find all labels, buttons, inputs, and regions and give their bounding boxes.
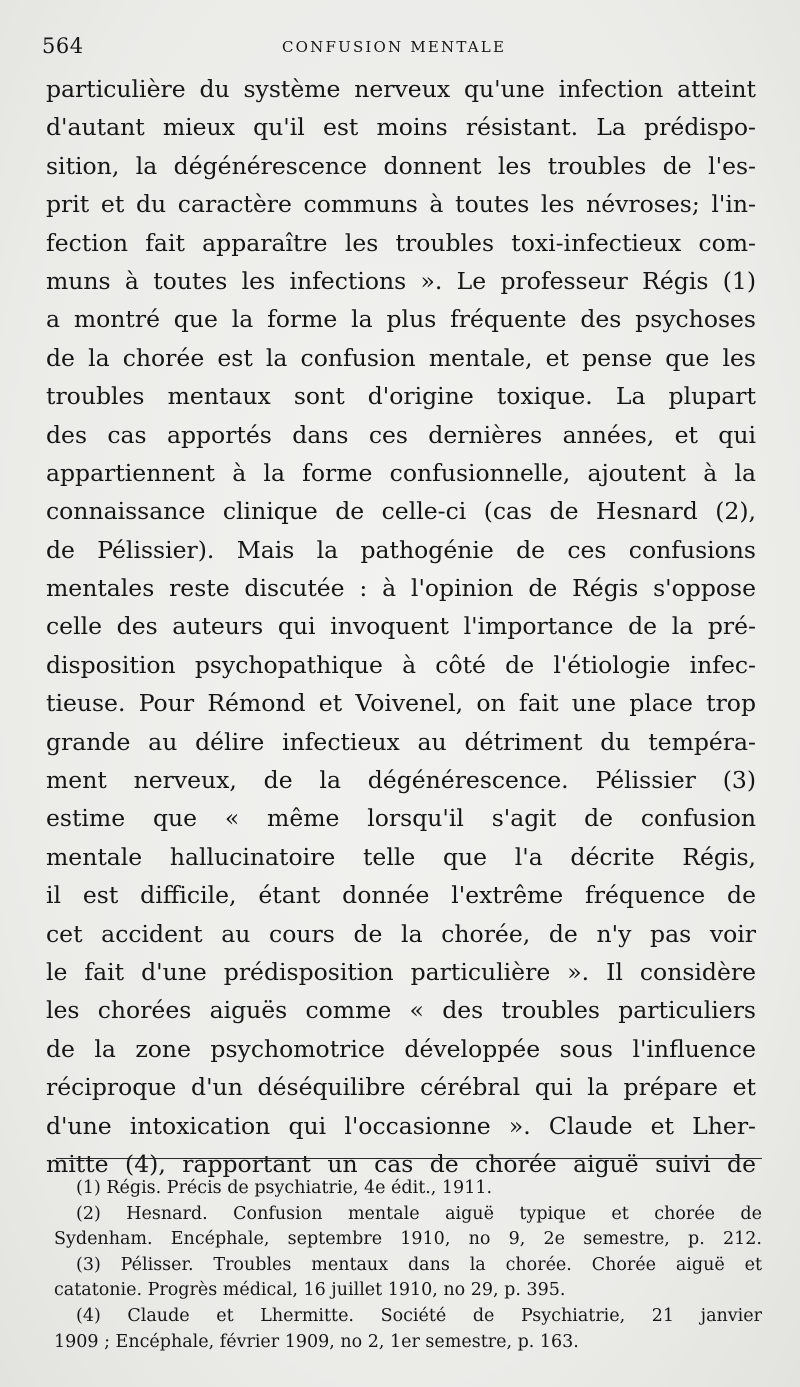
text-line: troubles mentaux sont d'origine toxique. La plupart [46, 382, 756, 411]
text-line: les chorées aiguës comme « des troubles particuliers [46, 996, 756, 1025]
text-line: de la zone psychomotrice développée sous l'influence [46, 1034, 756, 1063]
text-line: grande au délire infectieux au détriment du tempéra- [46, 727, 756, 756]
text-line: mentale hallucinatoire telle que l'a décrite Régis, [46, 842, 756, 871]
footnotes [54, 1176, 762, 1355]
footnote-line: (4) Claude et Lhermitte. Société de Psychiatrie, 21 janvier [76, 1305, 762, 1326]
text-line: mentales reste discutée : à l'opinion de Régis s'oppose [46, 574, 756, 603]
text-line: tieuse. Pour Rémond et Voivenel, on fait une place trop [46, 689, 756, 718]
text-line: il est difficile, étant donnée l'extrême fréquence de [46, 881, 756, 910]
text-line: le fait d'une prédisposition particulière ». Il considère [46, 957, 756, 986]
text-line: connaissance clinique de celle-ci (cas de Hesnard (2), [46, 497, 756, 526]
footnote-line: (1) Régis. Précis de psychiatrie, 4e édit., 1911. [76, 1178, 493, 1198]
text-line: d'une intoxication qui l'occasionne ». Claude et Lher- [46, 1111, 756, 1140]
text-line: muns à toutes les infections ». Le professeur Régis (1) [46, 266, 756, 295]
text-line: estime que « même lorsqu'il s'agit de confusion [46, 804, 756, 833]
text-line: particulière du système nerveux qu'une infection atteint [46, 75, 756, 103]
footnote-line: (2) Hesnard. Confusion mentale aiguë typique et chorée de [76, 1203, 762, 1224]
text-line: ment nerveux, de la dégénérescence. Pélissier (3) [46, 766, 756, 795]
text-line: celle des auteurs qui invoquent l'importance de la pré- [46, 612, 756, 641]
text-line: fection fait apparaître les troubles toxi-infectieux com- [46, 228, 756, 257]
text-line: disposition psychopathique à côté de l'étiologie infec- [46, 650, 756, 679]
text-line: d'autant mieux qu'il est moins résistant. La prédispo- [46, 113, 756, 142]
text-line: sition, la dégénérescence donnent les troubles de l'es- [46, 151, 756, 180]
text-line: mitte (4), rapportant un cas de chorée aiguë suivi de [46, 1149, 756, 1178]
text-line: des cas apportés dans ces dernières années, et qui [46, 420, 756, 449]
footnote-line: catatonie. Progrès médical, 16 juillet 1910, no 29, p. 395. [54, 1280, 566, 1301]
text-line: de la chorée est la confusion mentale, et pense que les [46, 343, 756, 372]
footnote-line: (3) Pélisser. Troubles mentaux dans la chorée. Chorée aiguë et [76, 1254, 762, 1275]
running-title: CONFUSION MENTALE [282, 38, 507, 56]
text-line: réciproque d'un déséquilibre cérébral qui la prépare et [46, 1073, 756, 1102]
text-line: prit et du caractère communs à toutes les névroses; l'in- [46, 190, 756, 219]
text-line: a montré que la forme la plus fréquente des psychoses [46, 305, 756, 334]
footnote-line: Sydenham. Encéphale, septembre 1910, no 9, 2e semestre, p. 212. [54, 1229, 762, 1250]
footnote-line: 1909 ; Encéphale, février 1909, no 2, 1er semestre, p. 163. [54, 1331, 579, 1352]
running-head [42, 34, 758, 64]
text-line: cet accident au cours de la chorée, de n'y pas voir [46, 919, 756, 948]
text-line: appartiennent à la forme confusionnelle, ajoutent à la [46, 458, 756, 487]
body-text [46, 70, 756, 1183]
text-line: de Pélissier). Mais la pathogénie de ces confusions [46, 535, 756, 564]
footnote-rule [56, 1158, 762, 1159]
page-number: 564 [42, 34, 84, 58]
